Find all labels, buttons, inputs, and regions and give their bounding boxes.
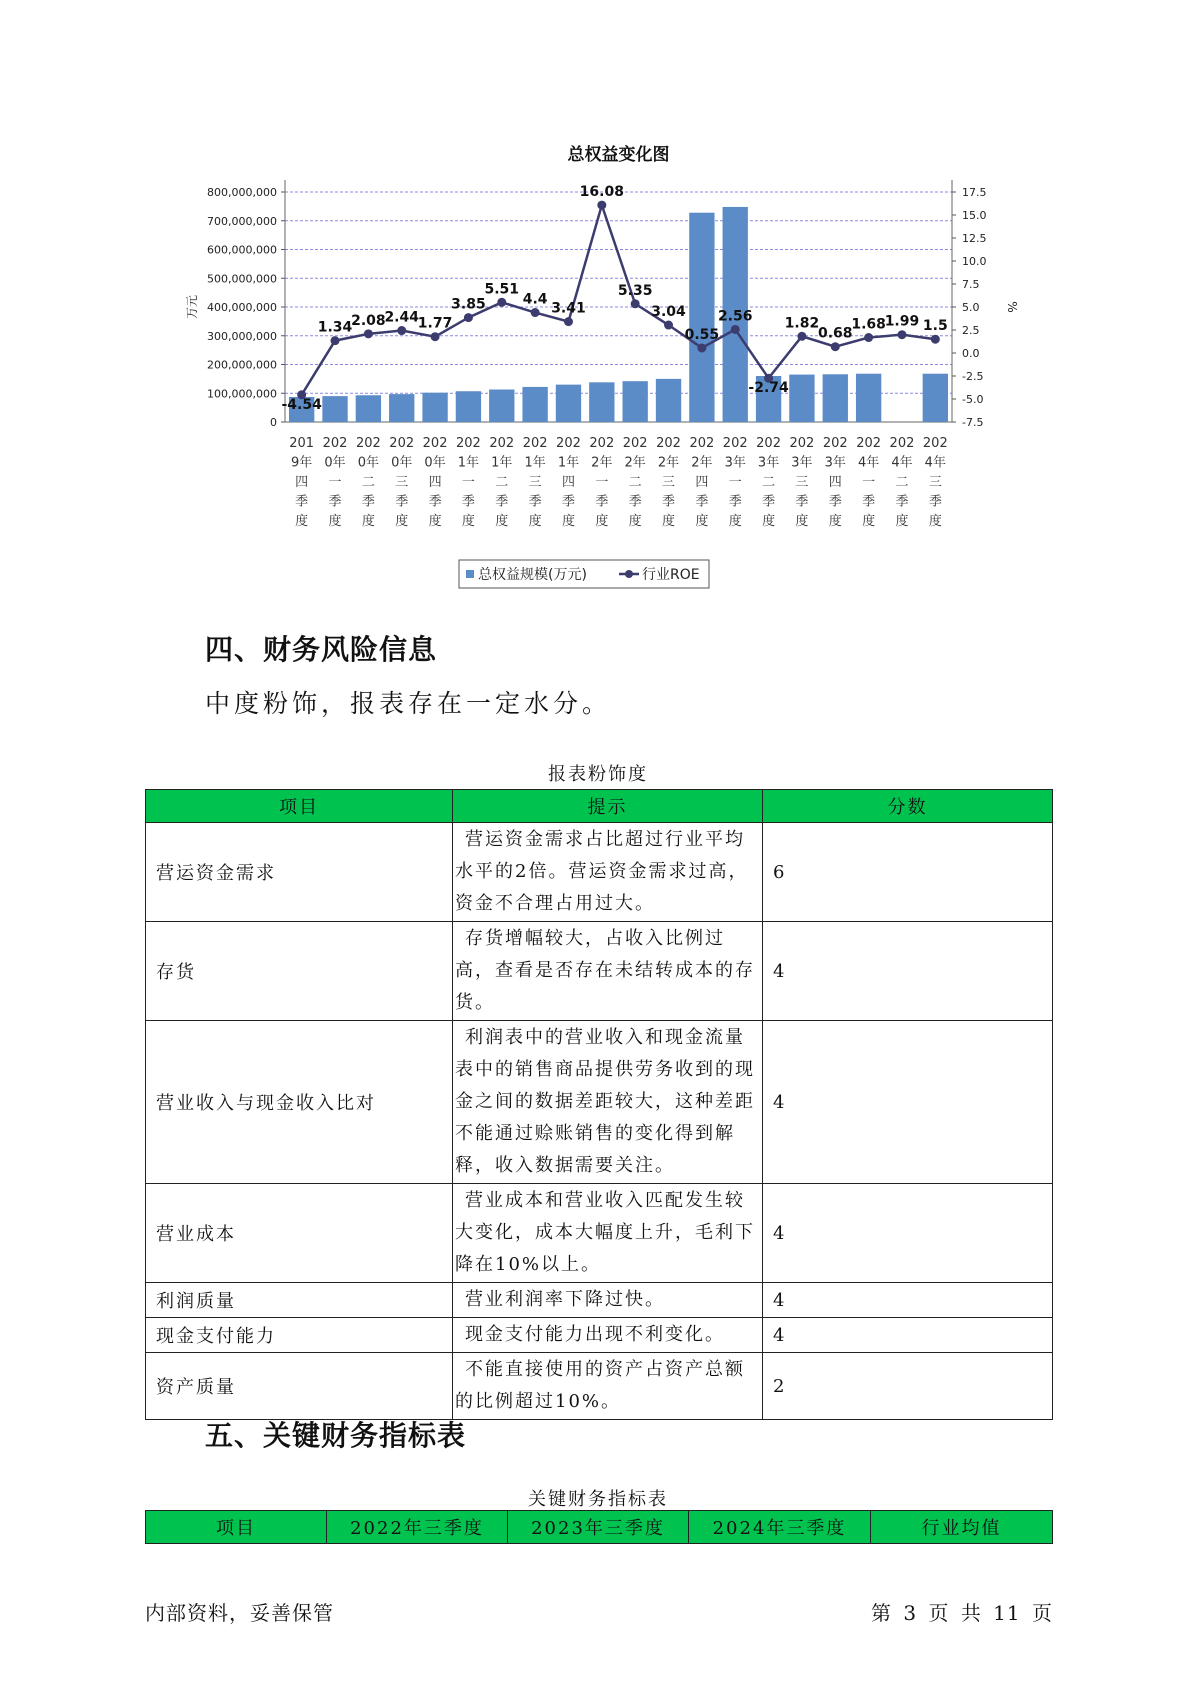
- row-tip: 存货增幅较大，占收入比例过高，查看是否存在未结转成本的存货。: [453, 922, 763, 1021]
- roe-data-label: 0.55: [684, 326, 720, 343]
- roe-point: [897, 330, 906, 339]
- y-tick-label: 200,000,000: [207, 358, 277, 372]
- roe-data-label: 3.04: [651, 304, 686, 321]
- risk-table: [145, 789, 1053, 1420]
- row-item: 存货: [146, 922, 453, 1021]
- roe-point: [531, 308, 540, 317]
- row-tip: 营业利润率下降过快。: [453, 1283, 763, 1318]
- roe-data-label: 3.41: [551, 300, 586, 317]
- x-tick-label: 二: [895, 475, 909, 490]
- x-tick-label: 202: [556, 436, 581, 451]
- bar: [422, 393, 447, 422]
- x-tick-label: 202: [389, 436, 415, 451]
- row-item: 利润质量: [146, 1283, 453, 1318]
- y2-tick-label: 17.5: [962, 186, 987, 199]
- x-tick-label: 0年: [324, 455, 346, 471]
- x-tick-label: 度: [295, 514, 309, 529]
- table-row: [146, 922, 1053, 1021]
- x-tick-label: 202: [656, 436, 681, 451]
- x-tick-label: 202: [422, 436, 448, 451]
- x-tick-label: 季: [762, 494, 776, 510]
- x-tick-label: 季: [395, 494, 409, 510]
- column-header-2024q3: 2024年三季度: [689, 1511, 871, 1544]
- x-tick-label: 202: [756, 436, 781, 451]
- section-heading-key-indicators: 五、关键财务指标表: [205, 1419, 467, 1452]
- bar: [856, 374, 881, 422]
- x-tick-label: 二: [628, 475, 642, 490]
- x-tick-label: 四: [561, 475, 575, 490]
- roe-point: [864, 333, 873, 342]
- roe-data-label: 5.51: [484, 281, 520, 298]
- roe-point: [364, 329, 373, 338]
- column-header-item: 项目: [146, 1511, 327, 1544]
- column-header-item: 项目: [146, 790, 453, 823]
- bar: [322, 396, 347, 422]
- x-tick-label: 4年: [891, 455, 913, 471]
- y2-tick-label: -2.5: [962, 370, 984, 383]
- x-tick-label: 202: [722, 436, 748, 451]
- x-tick-label: 二: [495, 475, 509, 490]
- bar: [789, 375, 814, 422]
- footer-confidential-note: 内部资料，妥善保管: [145, 1601, 334, 1625]
- roe-data-label: 5.35: [617, 282, 653, 299]
- roe-point: [731, 325, 740, 334]
- column-header-score: 分数: [763, 790, 1053, 823]
- x-tick-label: 季: [528, 494, 542, 510]
- roe-point: [564, 317, 573, 326]
- y-tick-label: 700,000,000: [207, 214, 277, 228]
- row-item: 营业成本: [146, 1184, 453, 1283]
- row-score: 4: [763, 922, 1053, 1021]
- bar: [689, 213, 714, 422]
- roe-data-label: 0.68: [818, 325, 853, 342]
- y2-tick-label: 0.0: [962, 347, 980, 360]
- bar: [623, 381, 648, 422]
- kpi-table-caption: 关键财务指标表: [528, 1489, 668, 1510]
- x-tick-label: 季: [862, 494, 876, 510]
- x-tick-label: 度: [795, 514, 809, 529]
- bar: [656, 379, 681, 422]
- x-tick-label: 四: [295, 475, 309, 490]
- row-item: 营运资金需求: [146, 823, 453, 922]
- x-tick-label: 1年: [457, 455, 480, 471]
- roe-point: [597, 201, 606, 210]
- x-tick-label: 3年: [757, 455, 780, 471]
- x-tick-label: 季: [361, 494, 375, 510]
- x-tick-label: 季: [928, 494, 942, 510]
- x-tick-label: 四: [428, 475, 442, 490]
- bar: [522, 387, 547, 422]
- bar: [556, 385, 581, 422]
- roe-data-label: 1.34: [317, 319, 353, 336]
- x-tick-label: 度: [428, 514, 442, 529]
- row-tip: 营运资金需求占比超过行业平均水平的2倍。营运资金需求过高，资金不合理占用过大。: [453, 823, 763, 922]
- roe-data-label: 1.68: [851, 316, 886, 333]
- x-tick-label: 度: [728, 514, 742, 529]
- table-row: [146, 1021, 1053, 1184]
- y2-tick-label: 15.0: [962, 209, 987, 222]
- roe-data-label: -4.54: [281, 396, 322, 413]
- legend-bar-label: 总权益规模(万元): [478, 567, 587, 583]
- x-tick-label: 4年: [924, 455, 946, 471]
- x-tick-label: 202: [522, 436, 548, 451]
- row-item: 资产质量: [146, 1353, 453, 1420]
- x-tick-label: 度: [495, 514, 509, 529]
- x-tick-label: 2年: [591, 455, 613, 471]
- bar: [823, 374, 848, 422]
- x-tick-label: 季: [561, 494, 575, 510]
- roe-point: [431, 332, 440, 341]
- y2-tick-label: -5.0: [962, 393, 984, 406]
- legend-line-marker: [625, 570, 633, 578]
- x-tick-label: 三: [795, 475, 809, 490]
- row-score: 4: [763, 1318, 1053, 1353]
- column-header-tip: 提示: [453, 790, 763, 823]
- x-tick-label: 季: [495, 494, 509, 510]
- roe-data-label: 3.85: [451, 296, 486, 313]
- x-tick-label: 三: [928, 475, 942, 490]
- roe-point: [797, 332, 806, 341]
- bar: [589, 382, 614, 422]
- x-tick-label: 度: [928, 514, 942, 529]
- x-tick-label: 1年: [524, 455, 546, 471]
- x-tick-label: 度: [895, 514, 909, 529]
- row-tip: 不能直接使用的资产占资产总额的比例超过10%。: [453, 1353, 763, 1420]
- row-score: 4: [763, 1021, 1053, 1184]
- y-tick-label: 500,000,000: [207, 272, 277, 286]
- x-tick-label: 度: [328, 514, 342, 529]
- x-tick-label: 度: [395, 514, 409, 529]
- y-tick-label: 400,000,000: [207, 301, 277, 314]
- x-tick-label: 度: [461, 514, 475, 529]
- bar: [356, 395, 381, 422]
- x-tick-label: 三: [528, 475, 542, 490]
- column-header-2023q3: 2023年三季度: [508, 1511, 689, 1544]
- roe-data-label: 2.08: [351, 312, 386, 329]
- table-row: [146, 1184, 1053, 1283]
- footer-page-number: 第 3 页 共 11 页: [871, 1601, 1053, 1625]
- table-row: [146, 823, 1053, 922]
- x-tick-label: 四: [828, 475, 842, 490]
- roe-data-label: -2.74: [748, 380, 789, 397]
- roe-point: [497, 298, 506, 307]
- y-tick-label: 100,000,000: [207, 387, 277, 401]
- x-tick-label: 度: [361, 514, 375, 529]
- roe-data-label: 4.4: [522, 291, 548, 308]
- y-axis-title: 万元: [185, 294, 199, 320]
- row-score: 2: [763, 1353, 1053, 1420]
- roe-data-label: 16.08: [579, 184, 624, 201]
- section-heading-financial-risk: 四、财务风险信息: [205, 633, 438, 666]
- risk-summary-text: 中度粉饰，报表存在一定水分。: [205, 689, 612, 718]
- x-tick-label: 0年: [424, 455, 446, 471]
- x-tick-label: 季: [428, 494, 442, 510]
- x-tick-label: 季: [461, 494, 475, 510]
- x-tick-label: 2年: [691, 455, 713, 471]
- row-score: 6: [763, 823, 1053, 922]
- row-tip: 现金支付能力出现不利变化。: [453, 1318, 763, 1353]
- x-tick-label: 四: [695, 475, 709, 490]
- roe-point: [631, 299, 640, 308]
- x-tick-label: 季: [695, 494, 709, 510]
- x-tick-label: 9年: [291, 455, 313, 471]
- kpi-table: [145, 1510, 1053, 1544]
- column-header-industry-avg: 行业均值: [871, 1511, 1053, 1544]
- x-tick-label: 202: [889, 436, 915, 451]
- risk-table-header: [146, 790, 1053, 823]
- roe-point: [331, 336, 340, 345]
- table-row: [146, 1318, 1053, 1353]
- x-tick-label: 202: [489, 436, 515, 451]
- x-tick-label: 一: [728, 475, 742, 490]
- x-tick-label: 0年: [357, 455, 380, 471]
- x-tick-label: 二: [361, 475, 375, 490]
- y2-tick-label: 7.5: [962, 278, 980, 291]
- x-tick-label: 一: [595, 475, 609, 490]
- roe-point: [697, 343, 706, 352]
- legend-bar-swatch: [466, 570, 474, 578]
- roe-data-label: 1.77: [417, 315, 453, 332]
- x-tick-label: 3年: [724, 455, 746, 471]
- roe-data-label: 1.82: [784, 315, 820, 332]
- x-tick-label: 度: [662, 514, 676, 529]
- x-tick-label: 一: [862, 475, 876, 490]
- x-tick-label: 2年: [624, 455, 646, 471]
- x-tick-label: 季: [795, 494, 809, 510]
- x-tick-label: 3年: [824, 455, 846, 471]
- column-header-2022q3: 2022年三季度: [327, 1511, 508, 1544]
- x-tick-label: 季: [328, 494, 342, 510]
- risk-table-caption: 报表粉饰度: [548, 764, 648, 785]
- bar: [456, 391, 481, 422]
- x-tick-label: 度: [695, 514, 709, 529]
- y2-tick-label: 2.5: [962, 324, 980, 337]
- x-tick-label: 季: [828, 494, 842, 510]
- x-tick-label: 202: [322, 436, 348, 451]
- x-tick-label: 0年: [391, 455, 413, 471]
- table-row: [146, 1353, 1053, 1420]
- y2-axis-title: %: [1005, 301, 1019, 313]
- x-tick-label: 202: [922, 436, 948, 451]
- x-tick-label: 202: [456, 436, 481, 451]
- roe-data-label: 1.99: [884, 313, 920, 330]
- roe-point: [664, 321, 673, 330]
- x-tick-label: 二: [762, 475, 776, 490]
- y-tick-label: 0: [270, 416, 277, 429]
- x-tick-label: 季: [895, 494, 909, 510]
- x-tick-label: 度: [595, 514, 609, 529]
- row-item: 现金支付能力: [146, 1318, 453, 1353]
- y-tick-label: 300,000,000: [207, 329, 277, 343]
- x-tick-label: 三: [662, 475, 676, 490]
- row-score: 4: [763, 1283, 1053, 1318]
- y2-tick-label: -7.5: [962, 416, 984, 429]
- bar: [923, 374, 948, 422]
- y2-tick-label: 10.0: [962, 255, 987, 268]
- x-tick-label: 202: [622, 436, 648, 451]
- y-tick-label: 600,000,000: [207, 243, 277, 257]
- roe-point: [931, 335, 940, 344]
- x-tick-label: 一: [328, 475, 342, 490]
- plot-area: [285, 180, 952, 422]
- x-tick-label: 202: [355, 436, 381, 451]
- x-tick-label: 度: [561, 514, 575, 529]
- chart-title: 总权益变化图: [567, 145, 670, 165]
- row-score: 4: [763, 1184, 1053, 1283]
- x-tick-label: 202: [689, 436, 715, 451]
- x-tick-label: 季: [728, 494, 742, 510]
- row-item: 营业收入与现金收入比对: [146, 1021, 453, 1184]
- x-tick-label: 1年: [557, 455, 580, 471]
- x-tick-label: 三: [395, 475, 409, 490]
- y2-tick-label: 5.0: [962, 301, 980, 314]
- row-tip: 营业成本和营业收入匹配发生较大变化，成本大幅度上升，毛利下降在10%以上。: [453, 1184, 763, 1283]
- roe-data-label: 2.56: [717, 308, 753, 325]
- roe-data-label: 2.44: [384, 309, 419, 326]
- bar: [389, 394, 414, 422]
- x-tick-label: 度: [862, 514, 876, 529]
- roe-point: [397, 326, 406, 335]
- x-tick-label: 3年: [791, 455, 813, 471]
- table-row: [146, 1283, 1053, 1318]
- x-tick-label: 季: [662, 494, 676, 510]
- x-tick-label: 201: [289, 436, 315, 451]
- kpi-table-header: [146, 1511, 1053, 1544]
- x-tick-label: 202: [822, 436, 848, 451]
- legend-line-label: 行业ROE: [642, 567, 700, 583]
- x-tick-label: 季: [628, 494, 642, 510]
- x-tick-label: 2年: [657, 455, 680, 471]
- roe-data-label: 1.5: [922, 318, 948, 335]
- x-tick-label: 度: [528, 514, 542, 529]
- x-tick-label: 一: [461, 475, 475, 490]
- roe-point: [464, 313, 473, 322]
- equity-chart-svg: [180, 140, 1040, 600]
- equity-chart: [180, 140, 1040, 600]
- x-tick-label: 202: [589, 436, 615, 451]
- x-tick-label: 202: [789, 436, 815, 451]
- x-tick-label: 度: [762, 514, 776, 529]
- x-tick-label: 度: [828, 514, 842, 529]
- x-tick-label: 季: [595, 494, 609, 510]
- roe-point: [831, 342, 840, 351]
- y2-tick-label: 12.5: [962, 232, 987, 245]
- y-tick-label: 800,000,000: [207, 186, 277, 199]
- x-tick-label: 4年: [857, 455, 880, 471]
- x-tick-label: 度: [628, 514, 642, 529]
- x-tick-label: 202: [856, 436, 882, 451]
- row-tip: 利润表中的营业收入和现金流量表中的销售商品提供劳务收到的现金之间的数据差距较大，这种差距不能通过赊账销售的变化得到解释，收入数据需要关注。: [453, 1021, 763, 1184]
- x-tick-label: 季: [295, 494, 309, 510]
- bar: [489, 390, 514, 422]
- x-tick-label: 1年: [491, 455, 513, 471]
